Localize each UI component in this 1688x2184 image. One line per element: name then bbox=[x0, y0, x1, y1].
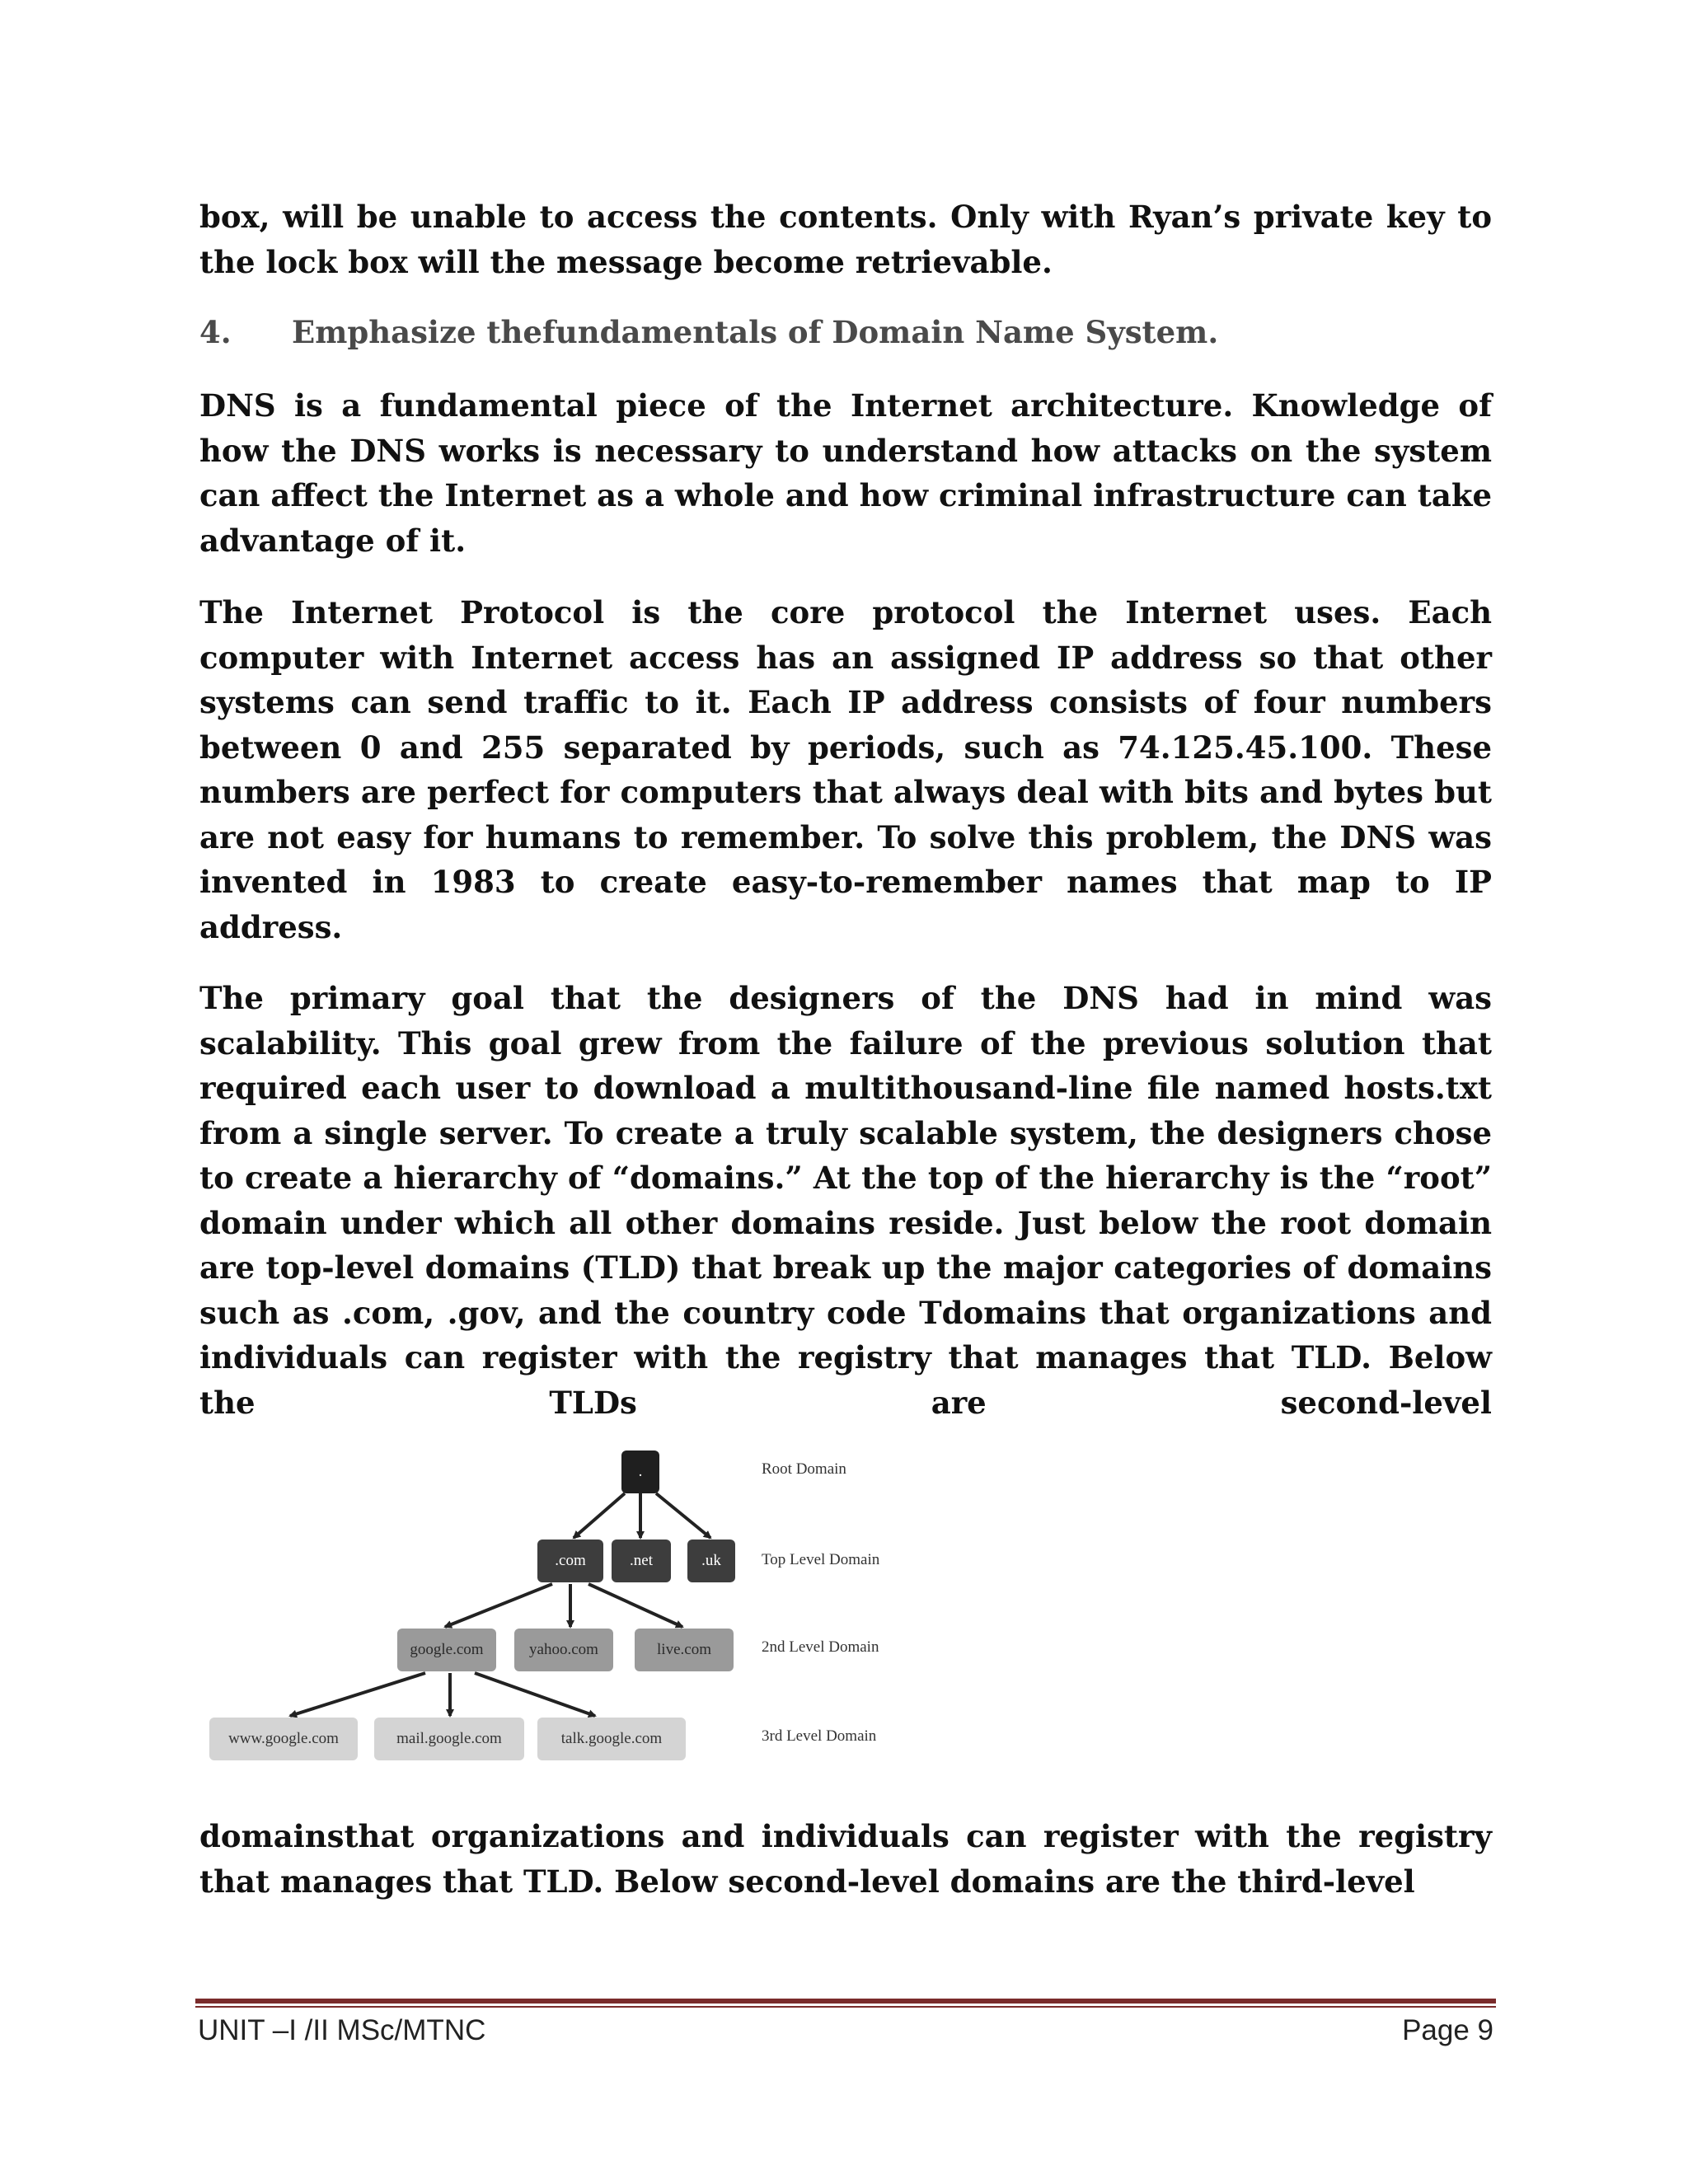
ip-paragraph: The Internet Protocol is the core protocol the Internet uses. Each computer with Internet access has an assigned IP address so that other systems can send traffic to it. Each IP address consists of four numbers between 0 and 255 separated by periods, such as 74.125.45.100. These numbers are perfect for computers that always deal with bits and bytes but are not easy for humans to remember. To solve this problem, the DNS was invented in 1983 to create easy-to-remember names that map to IP address. bbox=[199, 594, 1492, 945]
third-level-node-talk: talk.google.com bbox=[537, 1718, 686, 1760]
section-heading bbox=[199, 310, 1218, 354]
second-level-node-yahoo: yahoo.com bbox=[514, 1629, 613, 1671]
third-level-node-www: www.google.com bbox=[209, 1718, 358, 1760]
arrow-root-com bbox=[574, 1493, 625, 1538]
arrow-google-talk bbox=[475, 1673, 595, 1716]
footer-page-number: Page 9 bbox=[1402, 2014, 1493, 2046]
dns-hierarchy-diagram bbox=[198, 1441, 923, 1770]
footer-unit-label: UNIT –I /II MSc/MTNC bbox=[198, 2014, 486, 2046]
top-level-domain-label: Top Level Domain bbox=[762, 1551, 880, 1568]
third-level-domain-label: 3rd Level Domain bbox=[762, 1727, 877, 1745]
tld-node-uk: .uk bbox=[687, 1540, 735, 1582]
second-level-node-google: google.com bbox=[397, 1629, 496, 1671]
footer-rule-thin bbox=[195, 2006, 1496, 2008]
goal-paragraph: The primary goal that the designers of the DNS had in mind was scalability. This goal grew from the failure of the previous solution that required each user to download a multithousand-line file named hosts.txt from a single server. To create a truly scalable system, the designers chose to create a hierarchy of “domains.” At the top of the hierarchy is the “root” domain under which all other domains reside. Just below the root domain are top-level domains (TLD) that break up the major categories of domains such as .com, .gov, and the country code Tdomains that organizations and individuals can register with the registry that manages that TLD. Below the TLDs are second-level bbox=[199, 980, 1492, 1421]
continuation-paragraph: domainsthat organizations and individuals can register with the registry that manages that TLD. Below second-level domains are the third-level bbox=[199, 1818, 1492, 1900]
arrow-google-www bbox=[290, 1673, 425, 1716]
root-domain-label: Root Domain bbox=[762, 1460, 846, 1478]
dns-paragraph: DNS is a fundamental piece of the Internet architecture. Knowledge of how the DNS works is necessary to understand how attacks on the system can affect the Internet as a whole and how criminal infrastructure can take advantage of it. bbox=[199, 387, 1492, 559]
arrow-com-live bbox=[588, 1584, 682, 1627]
second-level-node-live: live.com bbox=[635, 1629, 734, 1671]
third-level-node-mail: mail.google.com bbox=[374, 1718, 524, 1760]
tld-node-com: .com bbox=[537, 1540, 603, 1582]
root-node: . bbox=[621, 1451, 659, 1493]
tld-node-net: .net bbox=[612, 1540, 671, 1582]
arrow-root-uk bbox=[656, 1493, 710, 1538]
second-level-domain-label: 2nd Level Domain bbox=[762, 1638, 879, 1656]
heading-text: Emphasize thefundamentals of Domain Name System. bbox=[292, 314, 1219, 350]
heading-number: 4. bbox=[199, 314, 232, 350]
arrow-com-google bbox=[445, 1584, 552, 1627]
footer-rule bbox=[195, 1999, 1496, 2004]
intro-paragraph: box, will be unable to access the contents. Only with Ryan’s private key to the lock box will the message become retrievable. bbox=[199, 199, 1492, 280]
